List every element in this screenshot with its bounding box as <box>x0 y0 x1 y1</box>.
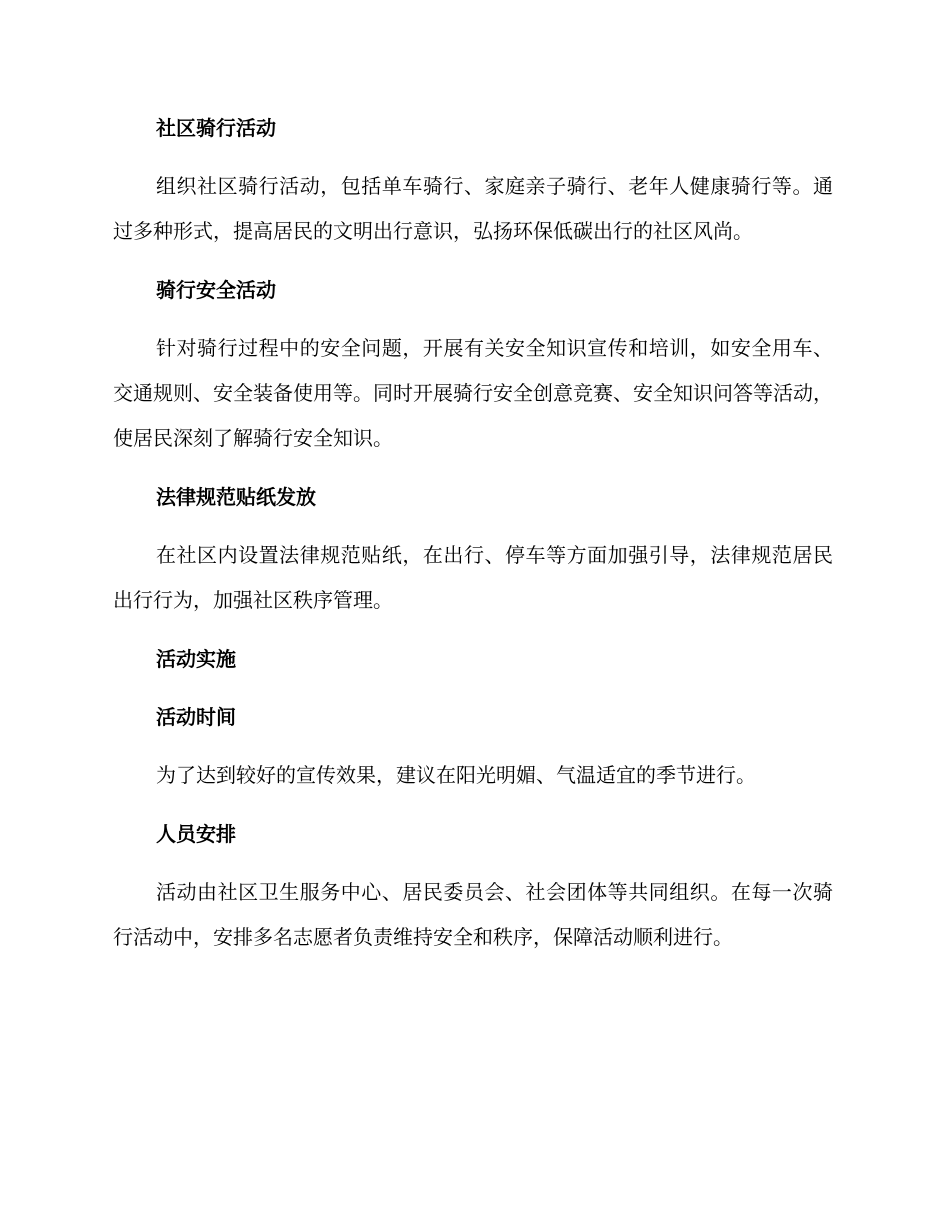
section-heading-legal-stickers: 法律规范贴纸发放 <box>156 485 316 509</box>
section-heading-cycling-safety: 骑行安全活动 <box>156 278 276 302</box>
document-page <box>113 106 833 974</box>
section-heading-implementation: 活动实施 <box>156 647 236 671</box>
section-heading-community-cycling: 社区骑行活动 <box>156 116 276 140</box>
section-body-community-cycling: 组织社区骑行活动，包括单车骑行、家庭亲子骑行、老年人健康骑行等。通过多种形式，提高居民的文明出行意识，弘扬环保低碳出行的社区风尚。 <box>113 174 833 243</box>
section-body-activity-time: 为了达到较好的宣传效果，建议在阳光明媚、气温适宜的季节进行。 <box>156 763 756 787</box>
section-body-staffing: 活动由社区卫生服务中心、居民委员会、社会团体等共同组织。在每一次骑行活动中，安排多名志愿者负责维持安全和秩序，保障活动顺利进行。 <box>113 880 833 949</box>
section-body-cycling-safety: 针对骑行过程中的安全问题，开展有关安全知识宣传和培训，如安全用车、交通规则、安全装备使用等。同时开展骑行安全创意竞赛、安全知识问答等活动，使居民深刻了解骑行安全知识。 <box>113 336 833 450</box>
section-heading-staffing: 人员安排 <box>156 822 236 846</box>
section-heading-activity-time: 活动时间 <box>156 705 236 729</box>
section-body-legal-stickers: 在社区内设置法律规范贴纸，在出行、停车等方面加强引导，法律规范居民出行行为，加强社区秩序管理。 <box>113 543 833 612</box>
